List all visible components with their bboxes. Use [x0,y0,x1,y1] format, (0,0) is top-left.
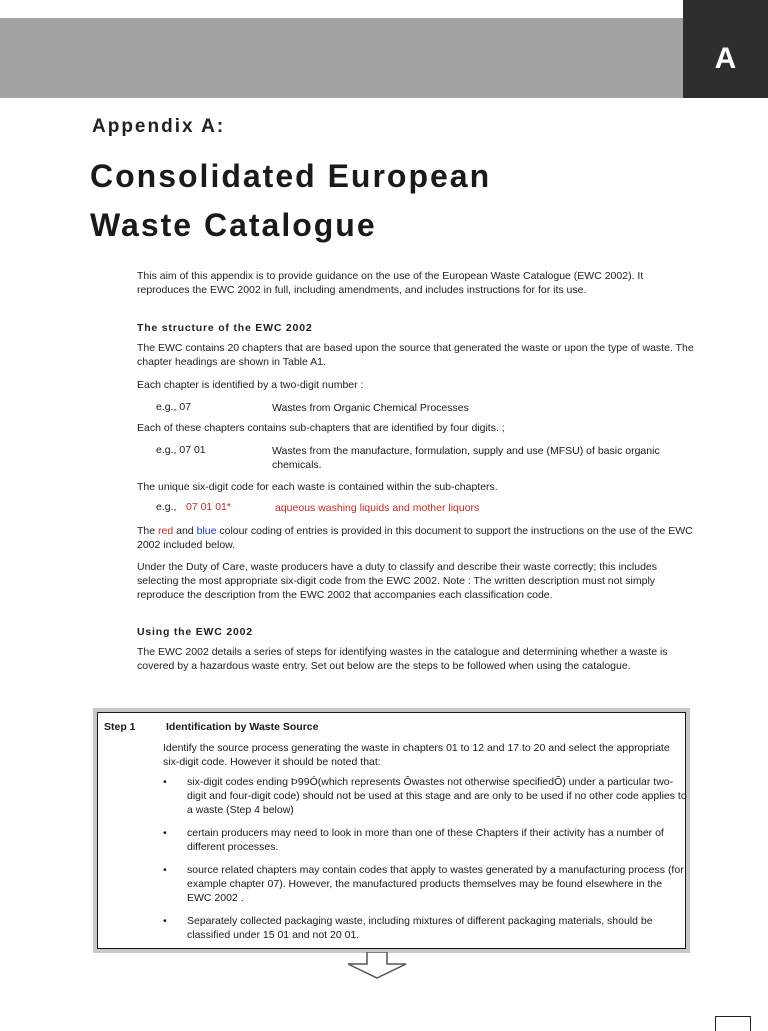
colour-the: The [137,525,156,537]
list-item [163,863,688,905]
bullet-icon: • [163,915,167,927]
structure-para-1: The EWC contains 20 chapters that are based upon the source that generated the waste or upon the type of waste. The chapter headings are shown in Table A1. [137,342,694,368]
example-3-code: 07 01 01* [186,501,231,513]
down-arrow-icon [344,952,410,980]
colour-coding-para [137,524,697,552]
structure-para-3: Each of these chapters contains sub-chapters that are identified by four digits. ; [137,422,505,434]
example-3-desc: aqueous washing liquids and mother liquors [275,502,480,514]
using-heading: Using the EWC 2002 [137,626,253,638]
duty-of-care-para: Under the Duty of Care, waste producers have a duty to classify and describe their waste correctly; this includes selecting the most appropriate six-digit code from the EWC 2002. Note : The written description must not simply reproduce the description from the EWC 2002 that accompanies each classification code. [137,561,657,601]
list-item [163,914,688,942]
appendix-tab-letter: A [714,42,737,75]
title-line-2: Waste Catalogue [90,207,377,243]
page-title [90,152,491,250]
step-1-intro: Identify the source process generating the waste in chapters 01 to 12 and 17 to 20 and select the appropriate six-digit code. However it should be noted that: [163,742,670,768]
structure-para-2: Each chapter is identified by a two-digit number : [137,379,364,391]
example-2-desc: Wastes from the manufacture, formulation, supply and use (MFSU) of basic organic chemicals. [272,445,660,471]
step-1-box [93,708,690,953]
step-1-inner [97,712,686,949]
bullet-icon: • [163,776,167,788]
bullet-text: certain producers may need to look in more than one of these Chapters if their activity has a number of different processes. [187,827,664,853]
bullet-text: six-digit codes ending Þ99Ó(which represents Ôwastes not otherwise specifiedÕ) under a particular two-digit and four-digit code) should not be used at this stage and are only to be used if no other code applies to a waste (Step 4 below) [187,776,687,816]
bullet-icon: • [163,864,167,876]
list-item [163,775,688,817]
list-item [163,826,688,854]
header-band [0,18,683,98]
appendix-label: Appendix A: [92,116,226,137]
step-1-number: Step 1 [104,721,136,733]
colour-red-word: red [158,525,174,537]
appendix-tab [683,0,768,98]
using-para: The EWC 2002 details a series of steps for identifying wastes in the catalogue and determining whether a waste is covered by a hazardous waste entry. Set out below are the steps to be followed when using the catalogue. [137,646,668,672]
colour-and: and [176,525,194,537]
bullet-icon: • [163,827,167,839]
example-1-code: e.g., 07 [156,401,192,413]
colour-rest: colour coding of entries is provided in this document to support the instructions on the use of the EWC 2002 included below. [137,525,693,551]
step-1-bullets [163,775,688,951]
intro-paragraph: This aim of this appendix is to provide guidance on the use of the European Waste Catalogue (EWC 2002). It reproduces the EWC 2002 in full, including amendments, and includes instructions for for its use. [137,270,644,296]
example-1-desc: Wastes from Organic Chemical Processes [272,402,469,414]
bullet-text: source related chapters may contain codes that apply to wastes generated by a manufacturing process (for example chapter 07). However, the manufactured products themselves may be found elsewhere in the EWC 2002 . [187,864,684,904]
example-3-prefix: e.g., [156,501,177,513]
structure-heading: The structure of the EWC 2002 [137,322,313,334]
colour-blue-word: blue [196,525,217,537]
title-line-1: Consolidated European [90,158,492,194]
step-1-title: Identification by Waste Source [166,721,319,733]
example-2-code: e.g., 07 01 [156,444,206,456]
bullet-text: Separately collected packaging waste, including mixtures of different packaging materials, should be classified under 15 01 and not 20 01. [187,915,653,941]
structure-para-4: The unique six-digit code for each waste is contained within the sub-chapters. [137,481,498,493]
